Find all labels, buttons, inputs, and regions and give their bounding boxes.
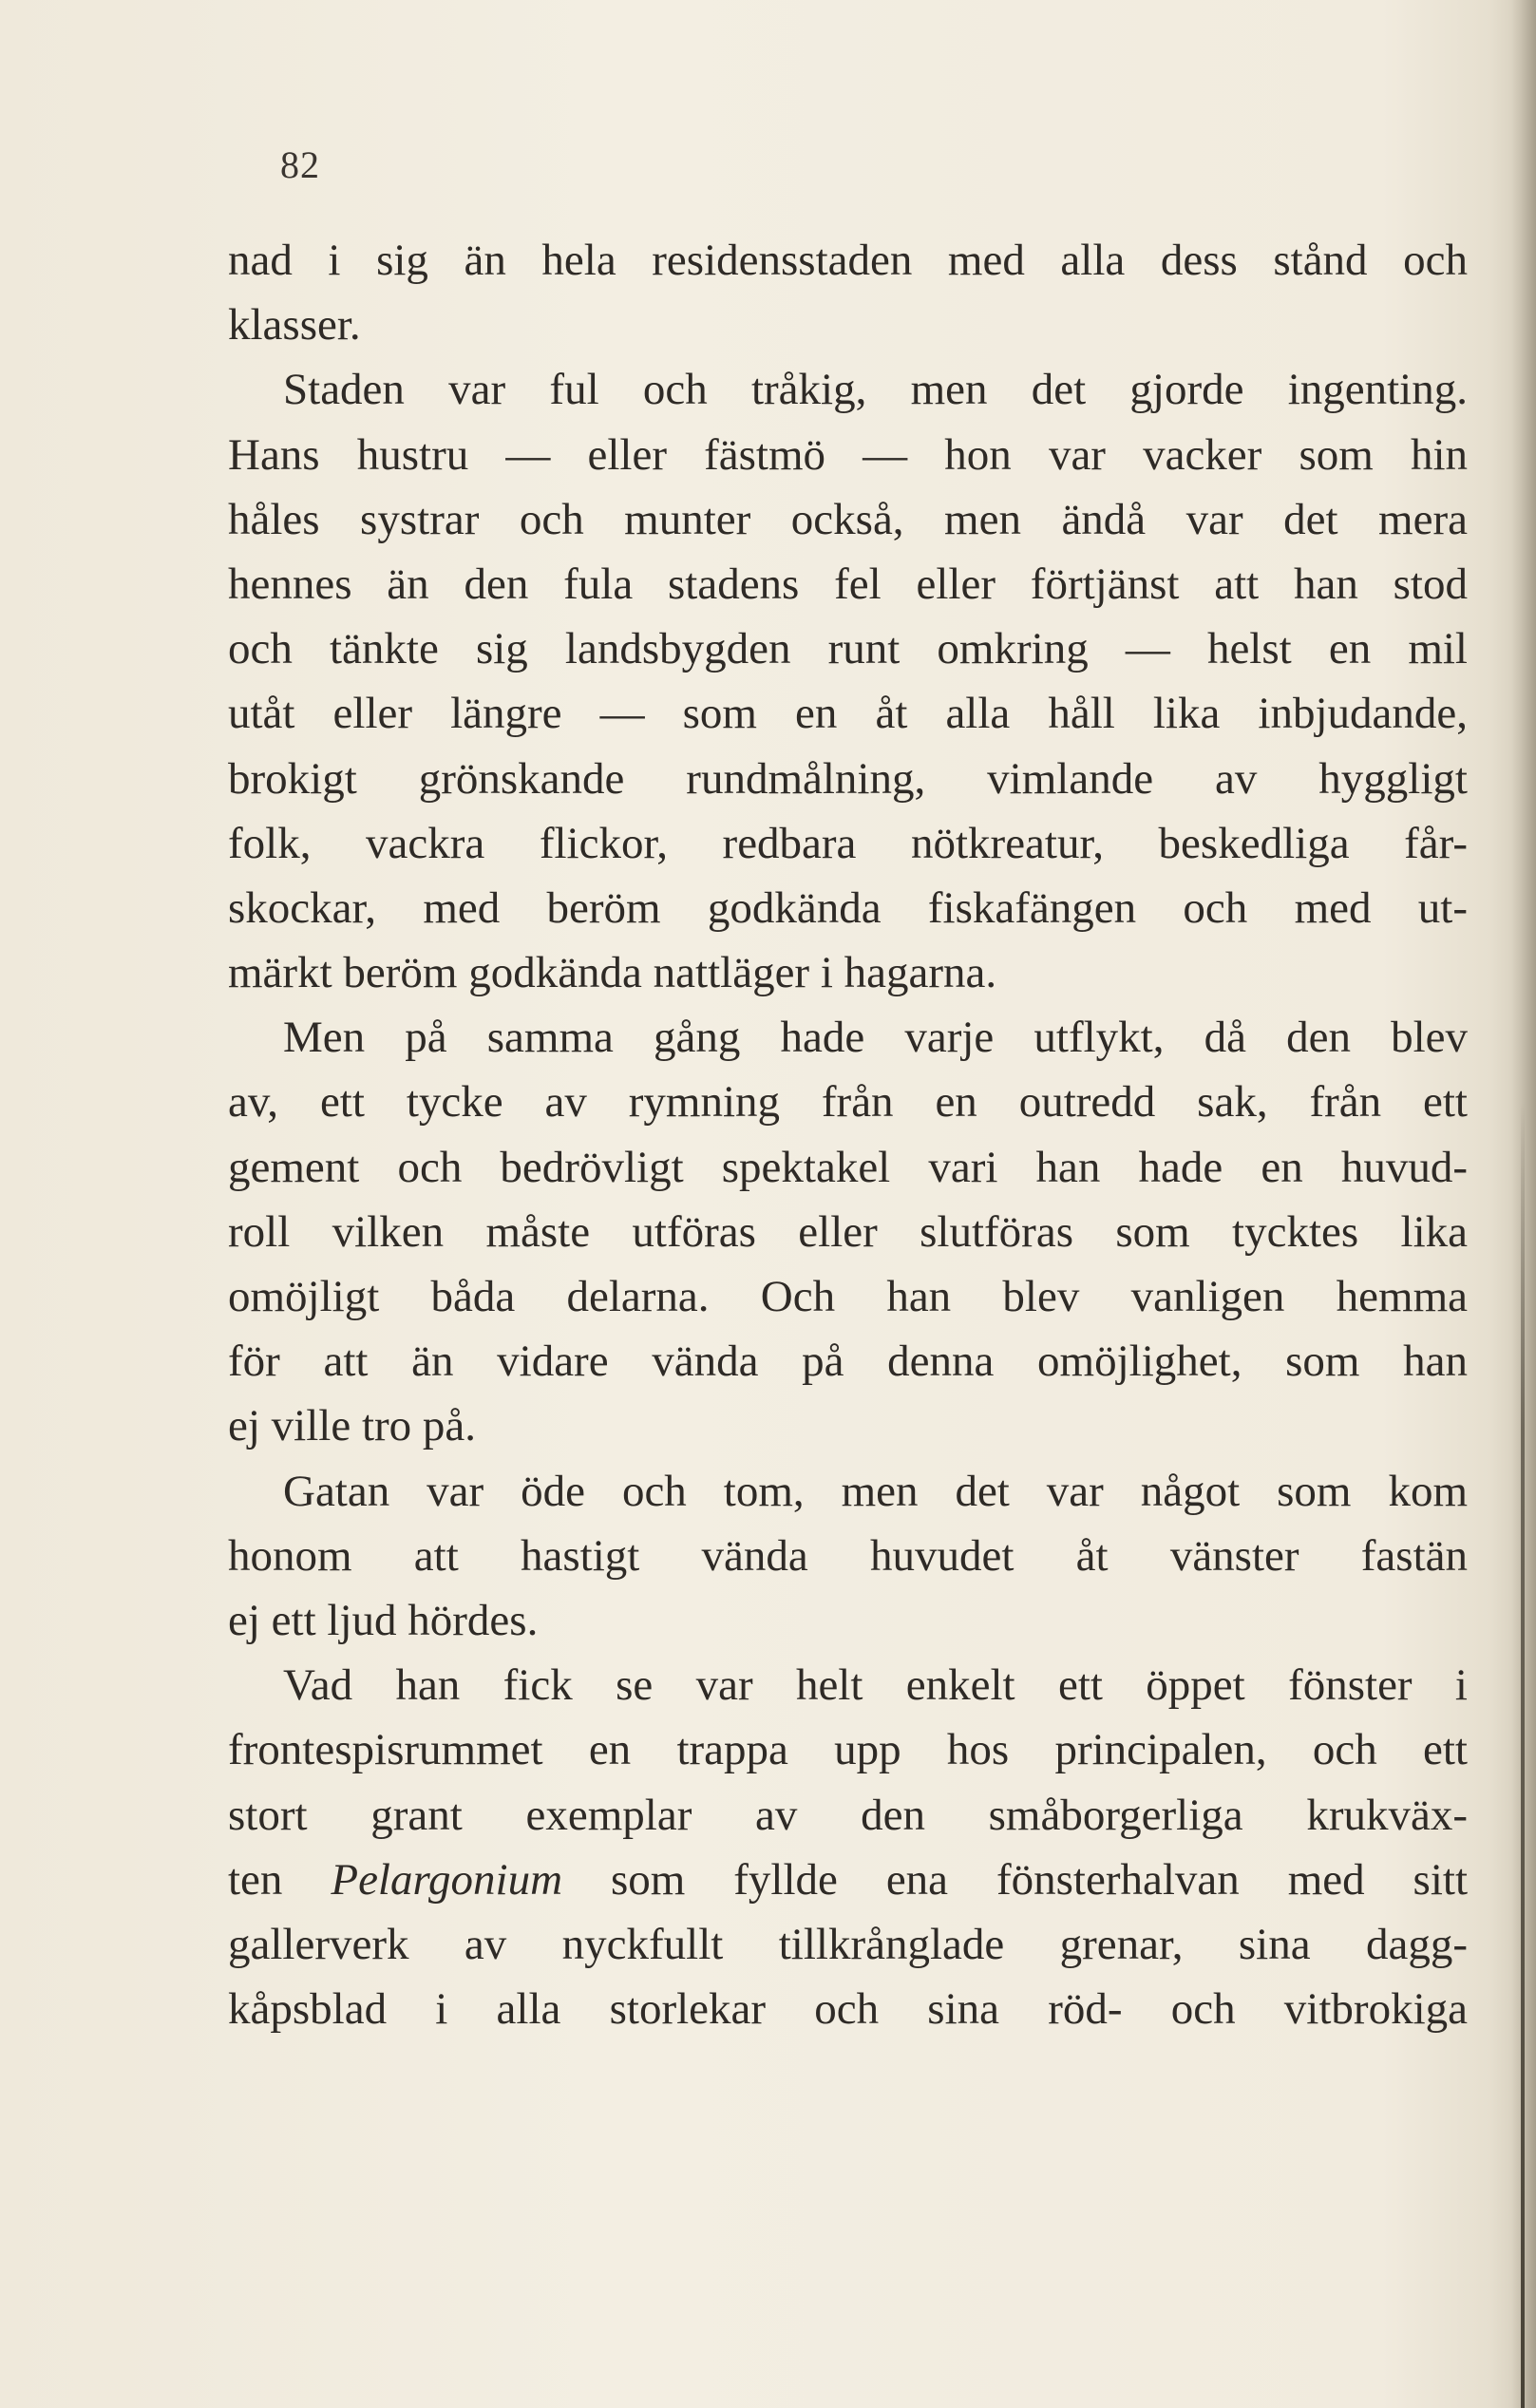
text-line: skockar, med beröm godkända fiskafängen och med ut- bbox=[228, 882, 1468, 933]
text-line: brokigt grönskande rundmålning, vimlande av hyggligt bbox=[228, 753, 1468, 804]
text-line: av, ett tycke av rymning från en outredd sak, från ett bbox=[228, 1077, 1468, 1128]
text-line: klasser. bbox=[228, 300, 361, 351]
text-line: nad i sig än hela residensstaden med alla dess stånd och bbox=[228, 236, 1468, 285]
text-line: håles systrar och munter också, men ändå var det mera bbox=[228, 494, 1468, 544]
text-line: för att än vidare vända på denna omöjlighet, som han bbox=[228, 1337, 1468, 1387]
italic-term: Pelargonium bbox=[331, 1854, 563, 1905]
text-line: märkt beröm godkända nattläger i hagarna. bbox=[228, 948, 997, 998]
text-line: kåpsblad i alla storlekar och sina röd- och vitbrokiga bbox=[228, 1984, 1468, 2035]
text-line: hennes än den fula stadens fel eller förtjänst att han stod bbox=[228, 559, 1468, 609]
text-line: Gatan var öde och tom, men det var något som kom bbox=[283, 1466, 1468, 1516]
text-line: Staden var ful och tråkig, men det gjorde ingenting. bbox=[283, 365, 1468, 415]
text-line: Vad han fick se var helt enkelt ett öppet fönster i bbox=[283, 1660, 1468, 1711]
text-line: gement och bedrövligt spektakel vari han hade en huvud- bbox=[228, 1142, 1468, 1192]
text-line: utåt eller längre — som en åt alla håll lika inbjudande, bbox=[228, 689, 1468, 739]
text-line: honom att hastigt vända huvudet åt vänster fastän bbox=[228, 1530, 1468, 1581]
page-gutter-line bbox=[1521, 1102, 1525, 2408]
text-line: roll vilken måste utföras eller slutföras som tycktes lika bbox=[228, 1206, 1468, 1257]
text-line: frontespisrummet en trappa upp hos principalen, och ett bbox=[228, 1725, 1468, 1775]
text-line bbox=[228, 1848, 1468, 1912]
text-line: Men på samma gång hade varje utflykt, då den blev bbox=[283, 1013, 1468, 1063]
text-line: folk, vackra flickor, redbara nötkreatur, beskedliga får- bbox=[228, 818, 1468, 868]
text-line: ej ville tro på. bbox=[228, 1401, 477, 1451]
text-line: stort grant exemplar av den småborgerliga krukväx- bbox=[228, 1790, 1468, 1840]
text-segment: som fyllde ena fönsterhalvan med sitt bbox=[562, 1854, 1469, 1905]
text-line: gallerverk av nyckfullt tillkrånglade grenar, sina dagg- bbox=[228, 1919, 1468, 1969]
text-line: omöjligt båda delarna. Och han blev vanligen hemma bbox=[228, 1272, 1468, 1321]
body-text bbox=[228, 228, 1468, 2041]
text-segment: ten bbox=[228, 1854, 332, 1905]
page-number: 82 bbox=[280, 143, 320, 186]
text-line: och tänkte sig landsbygden runt omkring — helst en mil bbox=[228, 624, 1468, 674]
text-line: Hans hustru — eller fästmö — hon var vacker som hin bbox=[228, 429, 1468, 480]
text-line: ej ett ljud hördes. bbox=[228, 1595, 539, 1645]
